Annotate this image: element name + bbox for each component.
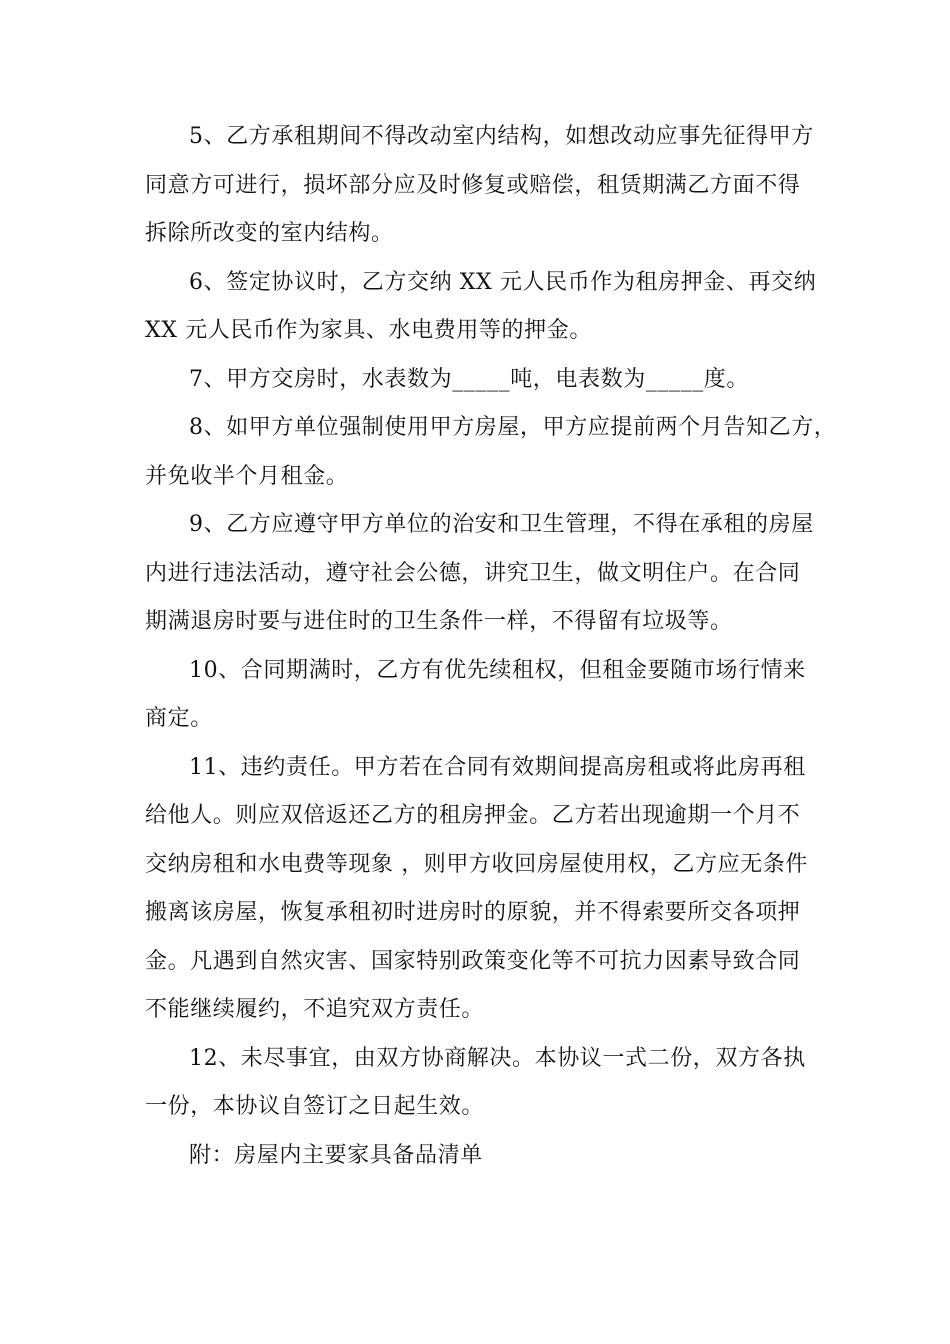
paragraph-line: 5、乙方承租期间不得改动室内结构，如想改动应事先征得甲方 [189,124,814,149]
paragraph-line: 7、甲方交房时，水表数为_____吨，电表数为_____度。 [189,366,749,392]
clause-11 [145,744,807,1035]
paragraph-line: 同意方可进行，损坏部分应及时修复或赔偿，租赁期满乙方面不得 [145,172,801,198]
paragraph-line: 商定。 [145,706,213,731]
paragraph-line: 10、合同期满时，乙方有优先续租权，但租金要随市场行情来 [189,657,806,683]
paragraph-line: 并免收半个月租金。 [145,463,349,489]
clause-6 [145,259,817,356]
clause-10 [145,647,807,744]
paragraph-line: 一份，本协议自签订之日起生效。 [145,1094,485,1119]
paragraph-line: 拆除所改变的室内结构。 [145,221,394,246]
clause-7 [145,356,807,405]
paragraph-line: 交纳房租和水电费等现象 ，则甲方收回房屋使用权，乙方应无条件 [145,851,808,877]
paragraph-line: 附：房屋内主要家具备品清单 [189,1142,483,1168]
clause-8 [145,404,837,501]
paragraph-line: 不能继续履约，不追究双方责任。 [145,997,485,1022]
paragraph-line: 期满退房时要与进住时的卫生条件一样，不得留有垃圾等。 [145,609,733,634]
paragraph-line: 金。凡遇到自然灾害、国家特别政策变化等不可抗力因素导致合同 [145,948,801,974]
clause-12 [145,1035,807,1132]
clause-9 [145,501,814,647]
paragraph-line: 11、违约责任。甲方若在合同有效期间提高房租或将此房再租 [189,754,806,780]
clause-5 [145,113,814,259]
paragraph-line: XX 元人民币作为家具、水电费用等的押金。 [145,318,592,343]
paragraph-line: 搬离该房屋，恢复承租初时进房时的原貌，并不得索要所交各项押 [145,900,801,925]
paragraph-line: 12、未尽事宜，由双方协商解决。本协议一式二份，双方各执 [189,1045,806,1071]
paragraph-line: 内进行违法活动，遵守社会公德，讲究卫生，做文明住户。在合同 [145,560,801,586]
document-body [145,113,837,1180]
paragraph-line: 6、签定协议时，乙方交纳 XX 元人民币作为租房押金、再交纳 [189,269,817,295]
paragraph-line: 给他人。则应双倍返还乙方的租房押金。乙方若出现逾期一个月不 [145,803,801,828]
appendix-note [145,1132,807,1181]
paragraph-line: 8、如甲方单位强制使用甲方房屋，甲方应提前两个月告知乙方， [189,415,837,440]
paragraph-line: 9、乙方应遵守甲方单位的治安和卫生管理，不得在承租的房屋 [189,512,814,537]
